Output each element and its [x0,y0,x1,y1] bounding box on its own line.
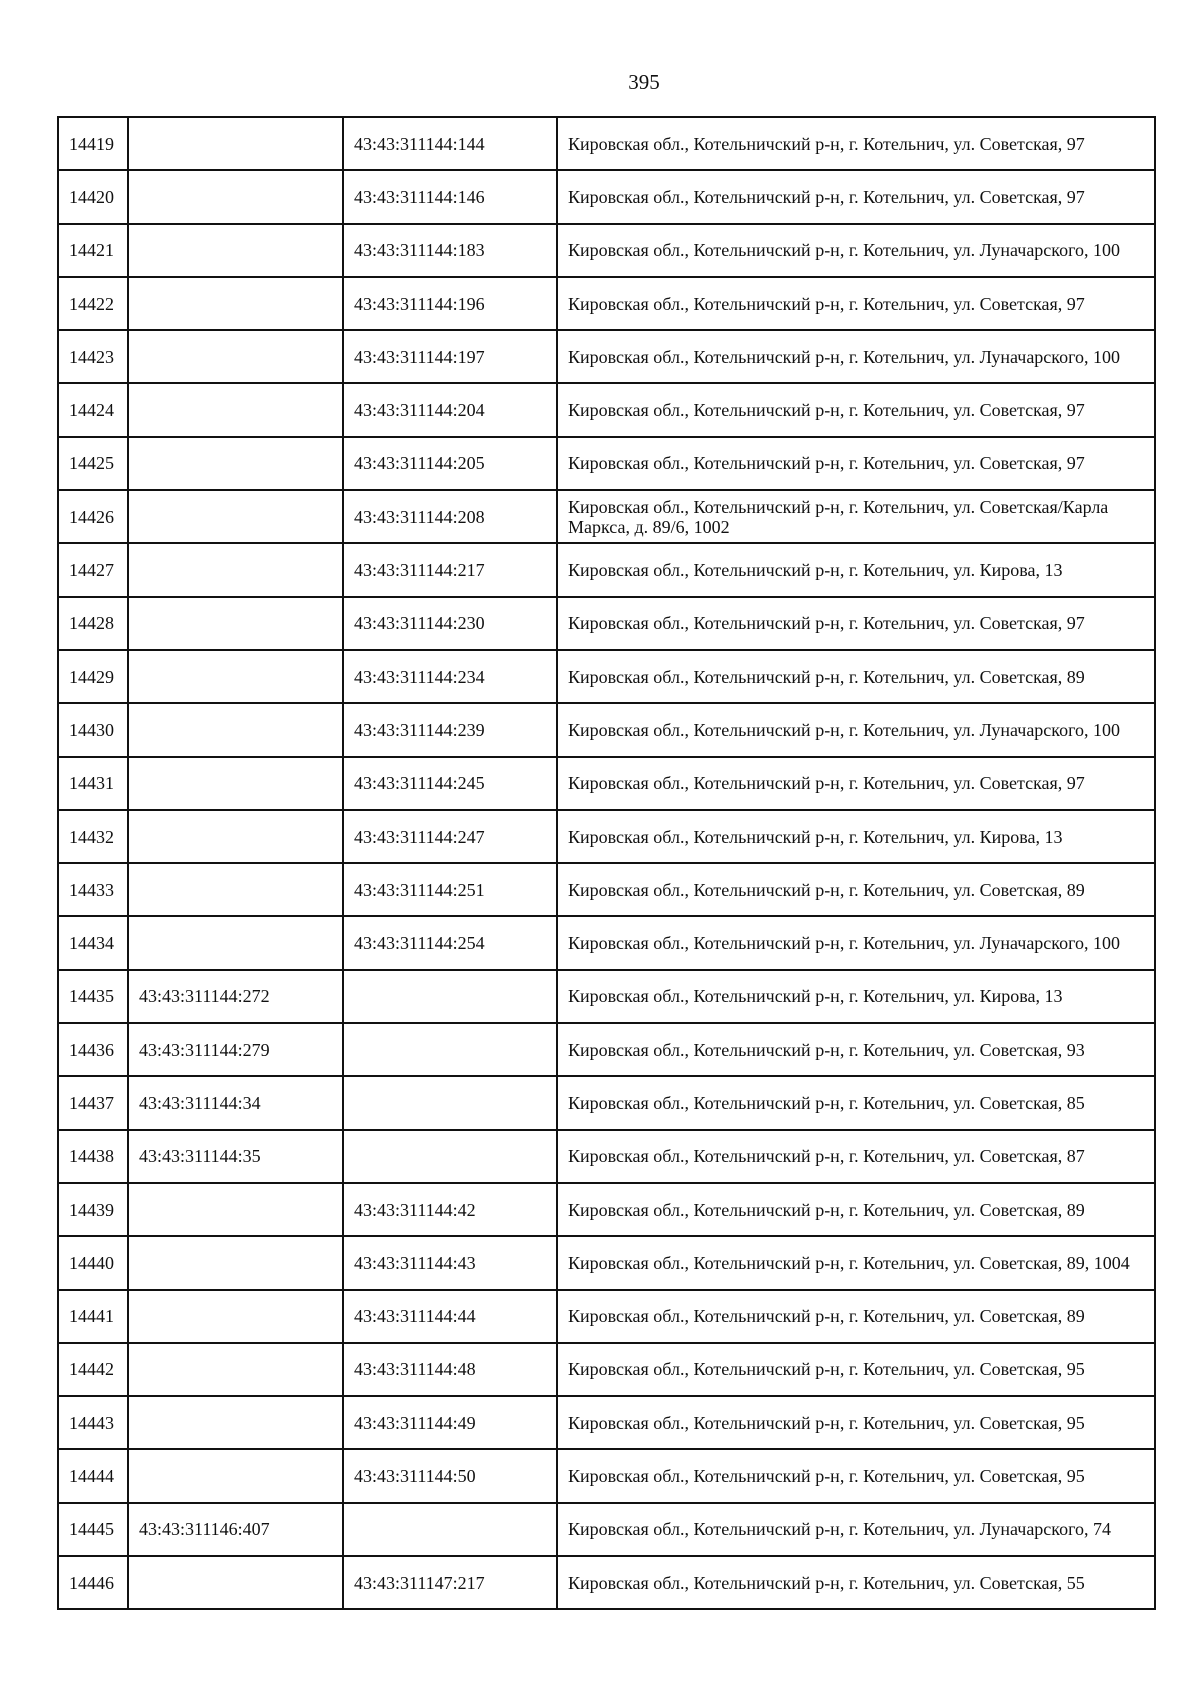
premises-cadastral-cell [343,1023,557,1076]
row-number-cell: 14435 [58,970,128,1023]
premises-cadastral-cell: 43:43:311144:239 [343,703,557,756]
registry-table-body [58,117,1155,1609]
premises-cadastral-cell: 43:43:311144:48 [343,1343,557,1396]
table-row [58,1503,1155,1556]
premises-cadastral-cell: 43:43:311144:44 [343,1290,557,1343]
table-row [58,1449,1155,1502]
premises-cadastral-cell: 43:43:311144:247 [343,810,557,863]
premises-cadastral-cell: 43:43:311144:234 [343,650,557,703]
address-cell: Кировская обл., Котельничский р-н, г. Котельнич, ул. Советская, 93 [557,1023,1155,1076]
premises-cadastral-cell: 43:43:311144:217 [343,543,557,596]
page-number: 395 [628,70,660,94]
row-number-cell: 14428 [58,597,128,650]
premises-cadastral-cell [343,1130,557,1183]
table-row [58,330,1155,383]
row-number-cell: 14438 [58,1130,128,1183]
address-cell: Кировская обл., Котельничский р-н, г. Котельнич, ул. Кирова, 13 [557,543,1155,596]
table-row [58,1396,1155,1449]
building-cadastral-cell [128,1343,343,1396]
building-cadastral-cell [128,597,343,650]
table-row [58,437,1155,490]
premises-cadastral-cell: 43:43:311144:146 [343,170,557,223]
address-cell: Кировская обл., Котельничский р-н, г. Котельнич, ул. Советская, 89 [557,863,1155,916]
row-number-cell: 14431 [58,757,128,810]
building-cadastral-cell [128,490,343,543]
row-number-cell: 14422 [58,277,128,330]
registry-table [57,116,1156,1610]
table-row [58,916,1155,969]
address-cell: Кировская обл., Котельничский р-н, г. Котельнич, ул. Луначарского, 100 [557,916,1155,969]
building-cadastral-cell [128,757,343,810]
table-row [58,1556,1155,1609]
building-cadastral-cell [128,1396,343,1449]
row-number-cell: 14439 [58,1183,128,1236]
table-row [58,597,1155,650]
address-cell: Кировская обл., Котельничский р-н, г. Котельнич, ул. Луначарского, 100 [557,224,1155,277]
row-number-cell: 14430 [58,703,128,756]
building-cadastral-cell [128,543,343,596]
building-cadastral-cell [128,330,343,383]
address-cell: Кировская обл., Котельничский р-н, г. Котельнич, ул. Советская, 97 [557,597,1155,650]
table-row [58,1076,1155,1129]
building-cadastral-cell: 43:43:311146:407 [128,1503,343,1556]
table-row [58,863,1155,916]
premises-cadastral-cell: 43:43:311144:204 [343,383,557,436]
address-cell: Кировская обл., Котельничский р-н, г. Котельнич, ул. Советская, 89 [557,1183,1155,1236]
address-cell: Кировская обл., Котельничский р-н, г. Котельнич, ул. Луначарского, 100 [557,330,1155,383]
building-cadastral-cell: 43:43:311144:35 [128,1130,343,1183]
premises-cadastral-cell: 43:43:311144:50 [343,1449,557,1502]
table-row [58,650,1155,703]
row-number-cell: 14420 [58,170,128,223]
address-cell: Кировская обл., Котельничский р-н, г. Котельнич, ул. Советская, 85 [557,1076,1155,1129]
table-row [58,117,1155,170]
row-number-cell: 14421 [58,224,128,277]
building-cadastral-cell [128,1236,343,1289]
building-cadastral-cell [128,863,343,916]
row-number-cell: 14446 [58,1556,128,1609]
premises-cadastral-cell: 43:43:311144:42 [343,1183,557,1236]
address-cell: Кировская обл., Котельничский р-н, г. Котельнич, ул. Луначарского, 100 [557,703,1155,756]
address-cell: Кировская обл., Котельничский р-н, г. Котельнич, ул. Советская, 89, 1004 [557,1236,1155,1289]
table-row [58,1130,1155,1183]
address-cell: Кировская обл., Котельничский р-н, г. Котельнич, ул. Советская, 55 [557,1556,1155,1609]
row-number-cell: 14426 [58,490,128,543]
address-cell: Кировская обл., Котельничский р-н, г. Котельнич, ул. Советская, 95 [557,1343,1155,1396]
table-row [58,1183,1155,1236]
premises-cadastral-cell: 43:43:311144:251 [343,863,557,916]
table-row [58,383,1155,436]
table-row [58,224,1155,277]
building-cadastral-cell [128,810,343,863]
address-cell: Кировская обл., Котельничский р-н, г. Котельнич, ул. Советская, 95 [557,1396,1155,1449]
row-number-cell: 14437 [58,1076,128,1129]
building-cadastral-cell [128,117,343,170]
address-cell: Кировская обл., Котельничский р-н, г. Котельнич, ул. Советская, 97 [557,170,1155,223]
premises-cadastral-cell: 43:43:311144:245 [343,757,557,810]
row-number-cell: 14432 [58,810,128,863]
premises-cadastral-cell: 43:43:311144:196 [343,277,557,330]
premises-cadastral-cell: 43:43:311144:205 [343,437,557,490]
address-cell: Кировская обл., Котельничский р-н, г. Котельнич, ул. Советская, 95 [557,1449,1155,1502]
table-row [58,490,1155,543]
premises-cadastral-cell: 43:43:311144:43 [343,1236,557,1289]
row-number-cell: 14441 [58,1290,128,1343]
address-cell: Кировская обл., Котельничский р-н, г. Котельнич, ул. Советская, 89 [557,1290,1155,1343]
row-number-cell: 14424 [58,383,128,436]
building-cadastral-cell [128,1183,343,1236]
table-row [58,703,1155,756]
premises-cadastral-cell [343,1076,557,1129]
table-row [58,1023,1155,1076]
premises-cadastral-cell: 43:43:311144:197 [343,330,557,383]
table-row [58,1236,1155,1289]
address-cell: Кировская обл., Котельничский р-н, г. Котельнич, ул. Советская, 97 [557,117,1155,170]
table-row [58,810,1155,863]
address-cell: Кировская обл., Котельничский р-н, г. Котельнич, ул. Советская, 89 [557,650,1155,703]
building-cadastral-cell [128,650,343,703]
premises-cadastral-cell: 43:43:311144:208 [343,490,557,543]
table-row [58,543,1155,596]
premises-cadastral-cell: 43:43:311144:49 [343,1396,557,1449]
premises-cadastral-cell: 43:43:311144:230 [343,597,557,650]
premises-cadastral-cell: 43:43:311144:183 [343,224,557,277]
building-cadastral-cell [128,703,343,756]
building-cadastral-cell [128,1290,343,1343]
premises-cadastral-cell: 43:43:311144:254 [343,916,557,969]
premises-cadastral-cell [343,970,557,1023]
address-cell: Кировская обл., Котельничский р-н, г. Котельнич, ул. Советская/Карла Маркса, д. 89/6, 1002 [557,490,1155,543]
building-cadastral-cell [128,383,343,436]
building-cadastral-cell [128,1449,343,1502]
table-row [58,1290,1155,1343]
address-cell: Кировская обл., Котельничский р-н, г. Котельнич, ул. Кирова, 13 [557,810,1155,863]
row-number-cell: 14444 [58,1449,128,1502]
table-row [58,970,1155,1023]
row-number-cell: 14440 [58,1236,128,1289]
premises-cadastral-cell: 43:43:311147:217 [343,1556,557,1609]
building-cadastral-cell [128,1556,343,1609]
building-cadastral-cell [128,170,343,223]
building-cadastral-cell: 43:43:311144:279 [128,1023,343,1076]
row-number-cell: 14434 [58,916,128,969]
address-cell: Кировская обл., Котельничский р-н, г. Котельнич, ул. Советская, 87 [557,1130,1155,1183]
address-cell: Кировская обл., Котельничский р-н, г. Котельнич, ул. Советская, 97 [557,437,1155,490]
row-number-cell: 14436 [58,1023,128,1076]
row-number-cell: 14425 [58,437,128,490]
premises-cadastral-cell: 43:43:311144:144 [343,117,557,170]
row-number-cell: 14445 [58,1503,128,1556]
address-cell: Кировская обл., Котельничский р-н, г. Котельнич, ул. Советская, 97 [557,383,1155,436]
building-cadastral-cell [128,224,343,277]
address-cell: Кировская обл., Котельничский р-н, г. Котельнич, ул. Луначарского, 74 [557,1503,1155,1556]
building-cadastral-cell [128,916,343,969]
row-number-cell: 14419 [58,117,128,170]
table-row [58,277,1155,330]
row-number-cell: 14429 [58,650,128,703]
row-number-cell: 14433 [58,863,128,916]
table-row [58,757,1155,810]
building-cadastral-cell [128,437,343,490]
address-cell: Кировская обл., Котельничский р-н, г. Котельнич, ул. Кирова, 13 [557,970,1155,1023]
row-number-cell: 14423 [58,330,128,383]
building-cadastral-cell: 43:43:311144:272 [128,970,343,1023]
building-cadastral-cell: 43:43:311144:34 [128,1076,343,1129]
building-cadastral-cell [128,277,343,330]
table-row [58,170,1155,223]
row-number-cell: 14427 [58,543,128,596]
address-cell: Кировская обл., Котельничский р-н, г. Котельнич, ул. Советская, 97 [557,757,1155,810]
row-number-cell: 14443 [58,1396,128,1449]
table-row [58,1343,1155,1396]
premises-cadastral-cell [343,1503,557,1556]
row-number-cell: 14442 [58,1343,128,1396]
address-cell: Кировская обл., Котельничский р-н, г. Котельнич, ул. Советская, 97 [557,277,1155,330]
